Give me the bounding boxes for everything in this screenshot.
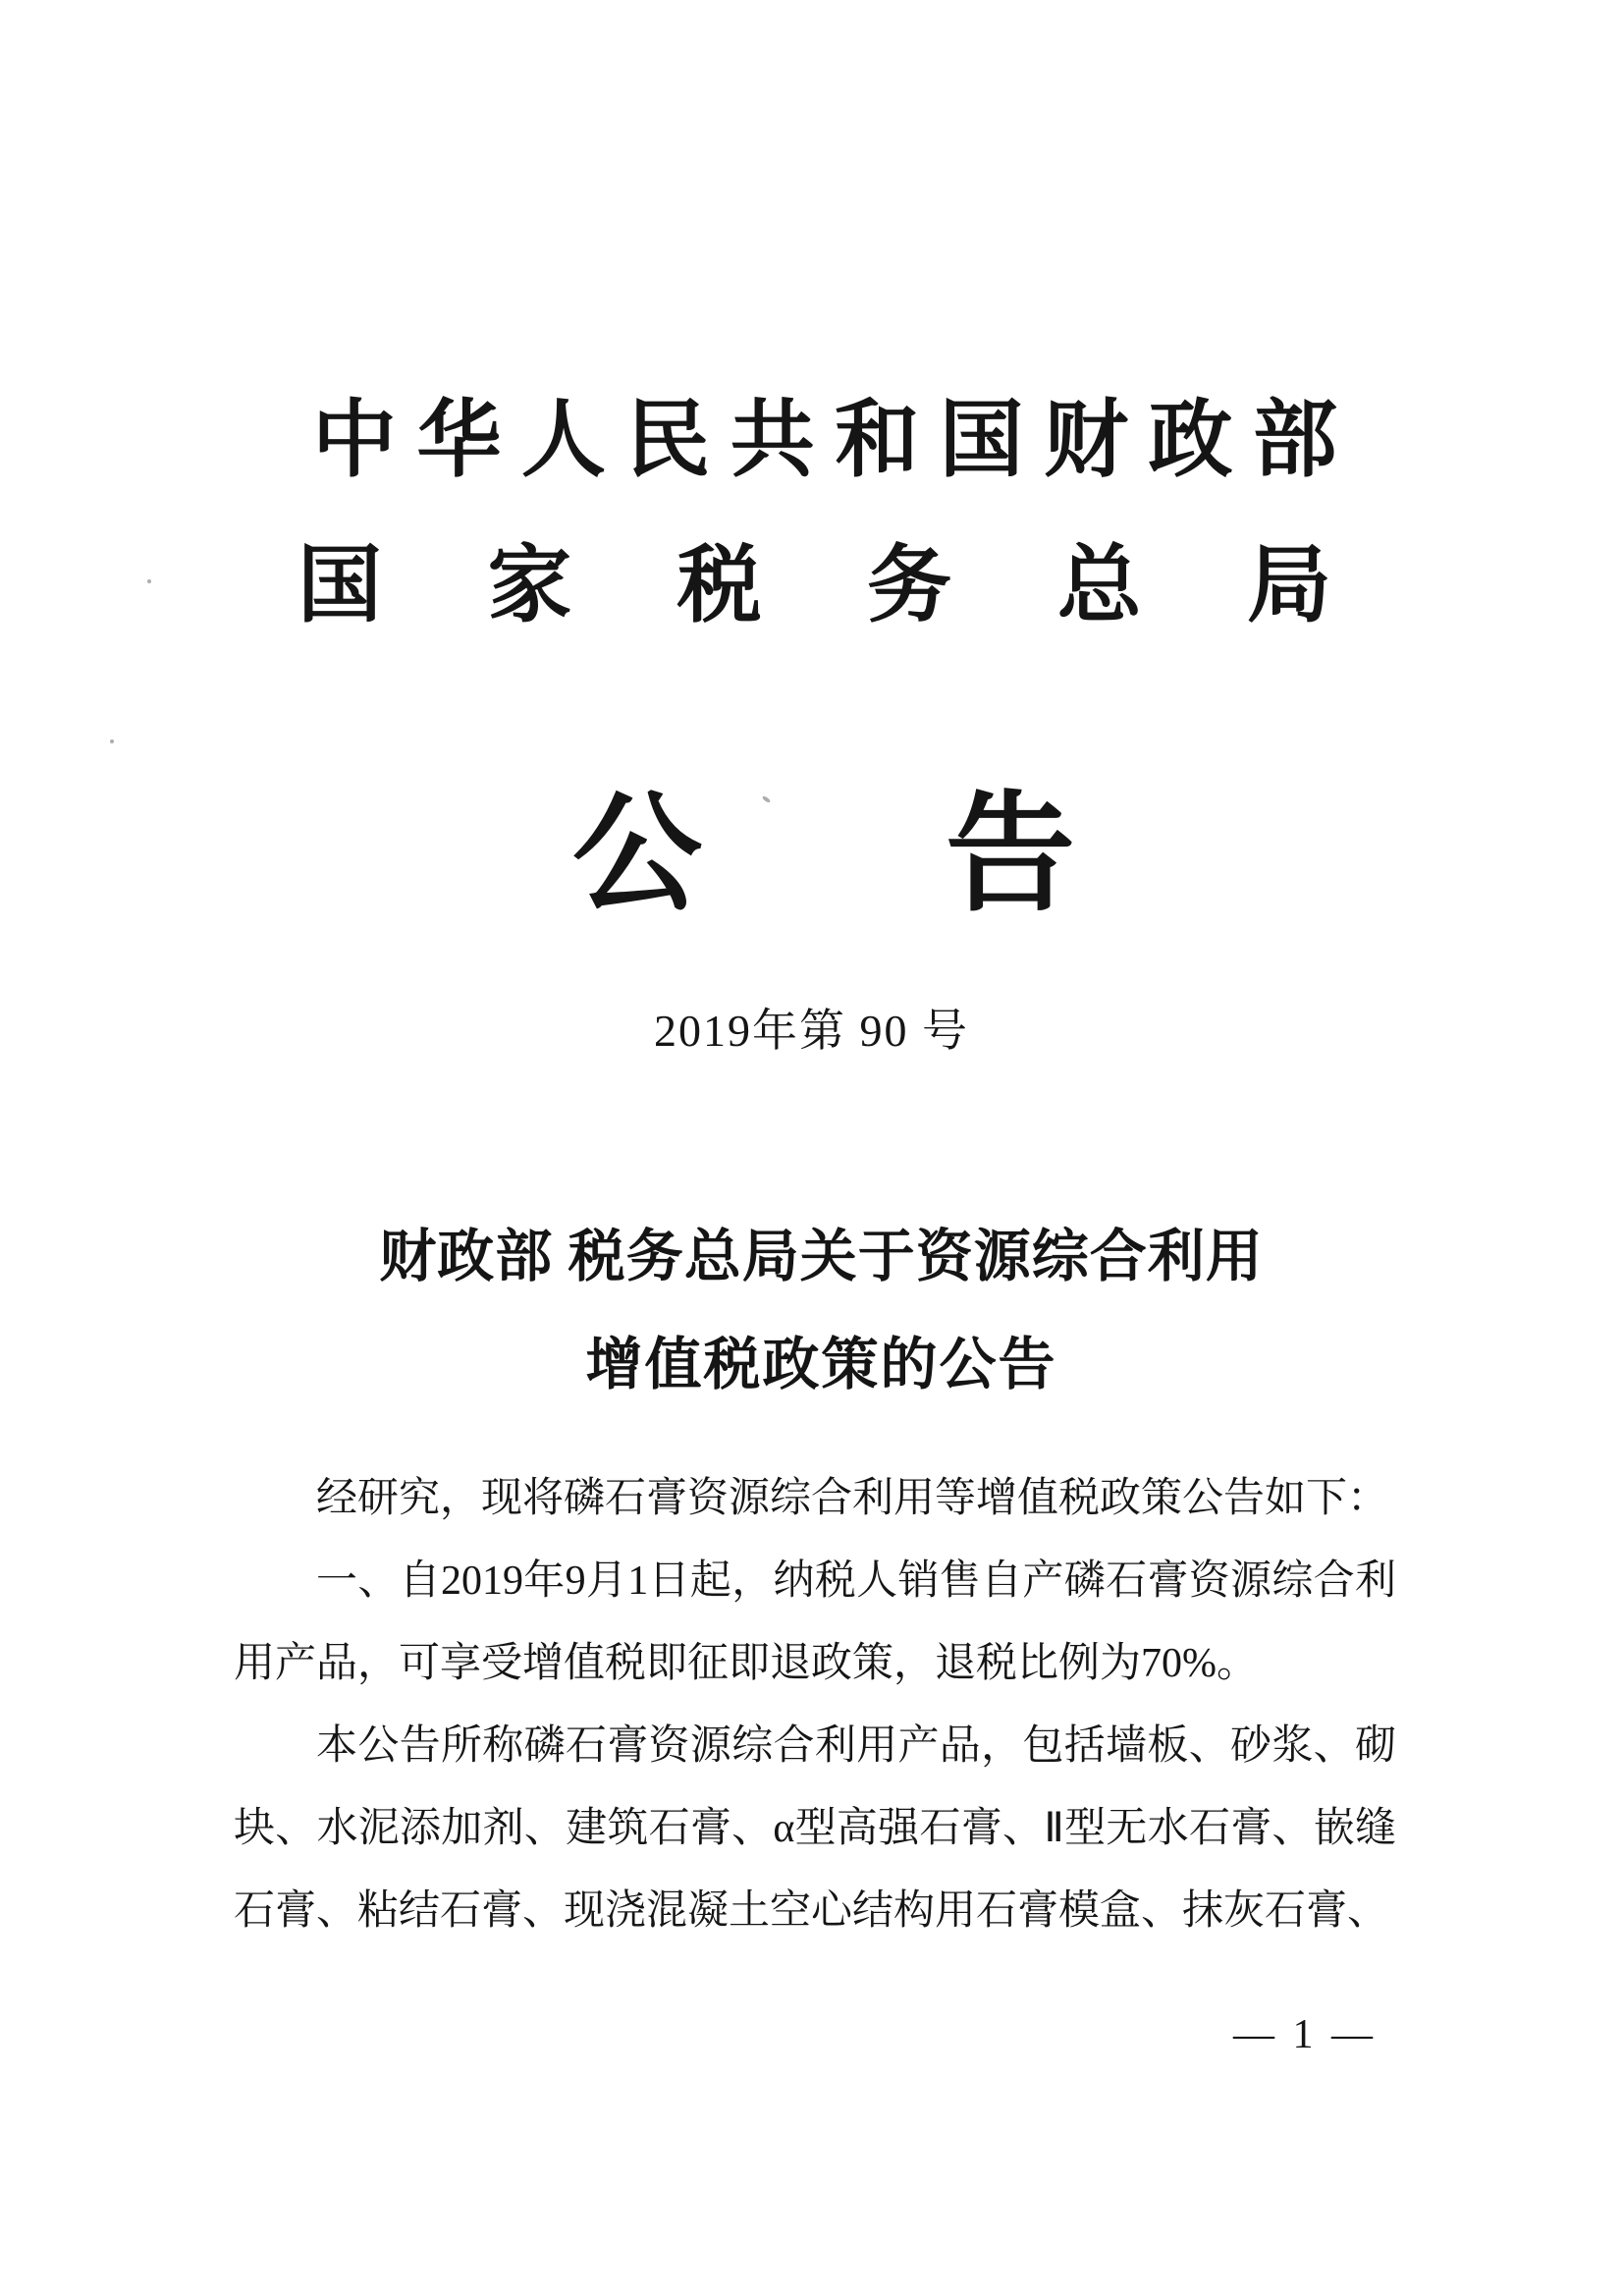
char: 国 (298, 538, 382, 632)
char: 财 (1044, 393, 1129, 487)
letterhead-state-taxation-administration (298, 536, 1331, 634)
document-title-line-1: 财政部 税务总局关于资源综合利用 (379, 1225, 1264, 1288)
char: 部 (1252, 393, 1337, 487)
char: 人 (520, 393, 606, 487)
char: 中 (312, 393, 397, 487)
scan-artifact-speck (110, 739, 114, 743)
body-paragraph-policy: 一、自2019年9月1日起，纳税人销售自产磷石膏资源综合利用产品，可享受增值税即征即退政策，退税比例为70%。 (234, 1558, 1396, 1686)
char: 家 (487, 538, 572, 632)
char: 政 (1148, 393, 1233, 487)
char: 民 (625, 393, 711, 487)
char: 务 (867, 538, 952, 632)
char: 税 (676, 538, 762, 632)
letterhead-ministry-of-finance (312, 391, 1337, 489)
body-paragraph-product-list: 本公告所称磷石膏资源综合利用产品，包括墙板、砂浆、砌块、水泥添加剂、建筑石膏、α型高强石膏、Ⅱ型无水石膏、嵌缝石膏、粘结石膏、现浇混凝土空心结构用石膏模盒、抹灰石膏、 (234, 1723, 1396, 1934)
document-number: 2019年第 90 号 (654, 1006, 969, 1056)
char: 国 (939, 393, 1024, 487)
page-number: — 1 — (1233, 2012, 1377, 2057)
announcement-big-title (572, 782, 1075, 929)
scan-artifact-speck (147, 579, 151, 583)
char: 共 (730, 393, 815, 487)
char: 局 (1246, 538, 1331, 632)
char: 总 (1056, 538, 1142, 632)
char: 告 (946, 783, 1075, 927)
document-body (234, 1457, 1396, 1952)
char: 华 (416, 393, 502, 487)
body-paragraph-intro: 经研究，现将磷石膏资源综合利用等增值税政策公告如下： (316, 1476, 1389, 1521)
char: 和 (835, 393, 920, 487)
document-title-line-2: 增值税政策的公告 (585, 1333, 1057, 1396)
char: 公 (572, 783, 702, 927)
